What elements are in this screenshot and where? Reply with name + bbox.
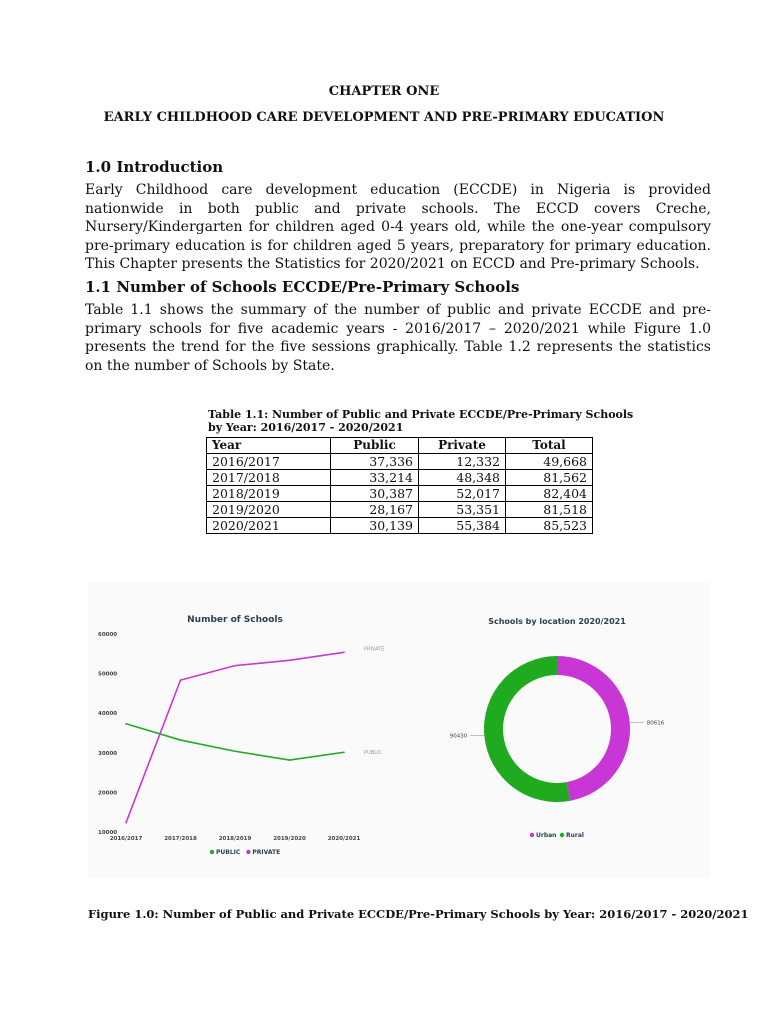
table-row xyxy=(207,454,593,470)
series-end-label: PRIVATE xyxy=(364,646,385,653)
cell-total: 49,668 xyxy=(506,454,593,470)
schools-paragraph: Table 1.1 shows the summary of the number of public and private ECCDE and pre-primary schools for five academic years - 2016/2017 – 2020/2021 while Figure 1.0 presents the trend for the five sessions graphically. Table 1.2 represents the statistics on the number of Schools by State. xyxy=(85,302,711,374)
x-tick-label: 2016/2017 xyxy=(109,836,143,842)
y-tick-label: 50000 xyxy=(98,671,118,678)
cell-public: 33,214 xyxy=(331,470,419,486)
x-tick-label: 2018/2019 xyxy=(218,836,252,842)
legend-label: PRIVATE xyxy=(252,849,281,856)
x-tick-label: 2019/2020 xyxy=(273,836,306,842)
cell-total: 81,562 xyxy=(506,470,593,486)
cell-year: 2016/2017 xyxy=(207,454,331,470)
donut-slice-urban xyxy=(557,656,630,801)
data-point-private xyxy=(289,660,291,662)
header-private: Private xyxy=(419,438,506,454)
data-point-private xyxy=(180,679,182,681)
header-public: Public xyxy=(331,438,419,454)
cell-year: 2018/2019 xyxy=(207,486,331,502)
schools-table xyxy=(206,437,593,534)
schools-heading: 1.1 Number of Schools ECCDE/Pre-Primary Schools xyxy=(85,278,520,296)
data-point-public xyxy=(343,751,345,753)
legend-marker xyxy=(210,850,214,854)
y-tick-label: 30000 xyxy=(98,750,118,757)
legend-marker xyxy=(246,850,250,854)
table-row xyxy=(207,486,593,502)
cell-public: 30,387 xyxy=(331,486,419,502)
y-tick-label: 10000 xyxy=(98,830,118,836)
data-point-public xyxy=(289,759,291,761)
data-point-private xyxy=(343,651,345,653)
cell-public: 30,139 xyxy=(331,518,419,534)
cell-private: 53,351 xyxy=(419,502,506,518)
series-line-public xyxy=(126,724,344,760)
chapter-title: CHAPTER ONE xyxy=(328,84,440,99)
cell-total: 82,404 xyxy=(506,486,593,502)
intro-heading: 1.0 Introduction xyxy=(85,158,224,176)
table-row xyxy=(207,518,593,534)
cell-private: 48,348 xyxy=(419,470,506,486)
table-caption: Table 1.1: Number of Public and Private ECCDE/Pre-Primary Schools by Year: 2016/2017 - 2020/2021 xyxy=(208,408,634,434)
donut-slice-label: 90430 xyxy=(449,733,468,740)
table-row xyxy=(207,502,593,518)
line-chart-title: Number of Schools xyxy=(187,615,283,625)
donut-slice-label: 80616 xyxy=(646,720,665,727)
chapter-subtitle: EARLY CHILDHOOD CARE DEVELOPMENT AND PRE-PRIMARY EDUCATION xyxy=(103,110,665,125)
legend-marker xyxy=(560,833,564,837)
legend-label: PUBLIC xyxy=(216,849,241,856)
header-year: Year xyxy=(207,438,331,454)
figure-caption: Figure 1.0: Number of Public and Private ECCDE/Pre-Primary Schools by Year: 2016/2017 - 2020/2021 xyxy=(88,907,749,921)
data-point-private xyxy=(234,665,236,667)
donut-chart-title: Schools by location 2020/2021 xyxy=(488,617,626,626)
data-point-public xyxy=(180,739,182,741)
figure-svg xyxy=(88,582,710,878)
legend-label: Rural xyxy=(566,832,584,839)
cell-year: 2017/2018 xyxy=(207,470,331,486)
series-end-label: PUBLIC xyxy=(364,750,382,757)
cell-year: 2020/2021 xyxy=(207,518,331,534)
cell-private: 12,332 xyxy=(419,454,506,470)
cell-year: 2019/2020 xyxy=(207,502,331,518)
cell-private: 52,017 xyxy=(419,486,506,502)
x-tick-label: 2017/2018 xyxy=(164,836,197,842)
cell-public: 37,336 xyxy=(331,454,419,470)
series-line-private xyxy=(126,652,344,822)
y-tick-label: 60000 xyxy=(98,632,118,638)
donut-slice-rural xyxy=(484,656,570,802)
figure-panel xyxy=(88,582,710,878)
table-row xyxy=(207,470,593,486)
cell-private: 55,384 xyxy=(419,518,506,534)
legend-label: Urban xyxy=(536,832,557,839)
cell-total: 85,523 xyxy=(506,518,593,534)
intro-paragraph: Early Childhood care development education (ECCDE) in Nigeria is provided nationwide in both public and private schools. The ECCD covers Creche, Nursery/Kindergarten for children aged 0-4 years old, while the one-year compulsory pre-primary education is for children aged 5 years, preparatory for primary education. This Chapter presents the Statistics for 2020/2021 on ECCD and Pre-primary Schools. xyxy=(85,182,711,272)
x-tick-label: 2020/2021 xyxy=(327,836,361,842)
cell-public: 28,167 xyxy=(331,502,419,518)
data-point-public xyxy=(234,750,236,752)
y-tick-label: 40000 xyxy=(98,711,118,718)
y-tick-label: 20000 xyxy=(98,790,118,797)
header-total: Total xyxy=(506,438,593,454)
legend-marker xyxy=(530,833,534,837)
data-point-public xyxy=(125,723,127,725)
data-point-private xyxy=(125,822,127,824)
table-header-row xyxy=(207,438,593,454)
cell-total: 81,518 xyxy=(506,502,593,518)
